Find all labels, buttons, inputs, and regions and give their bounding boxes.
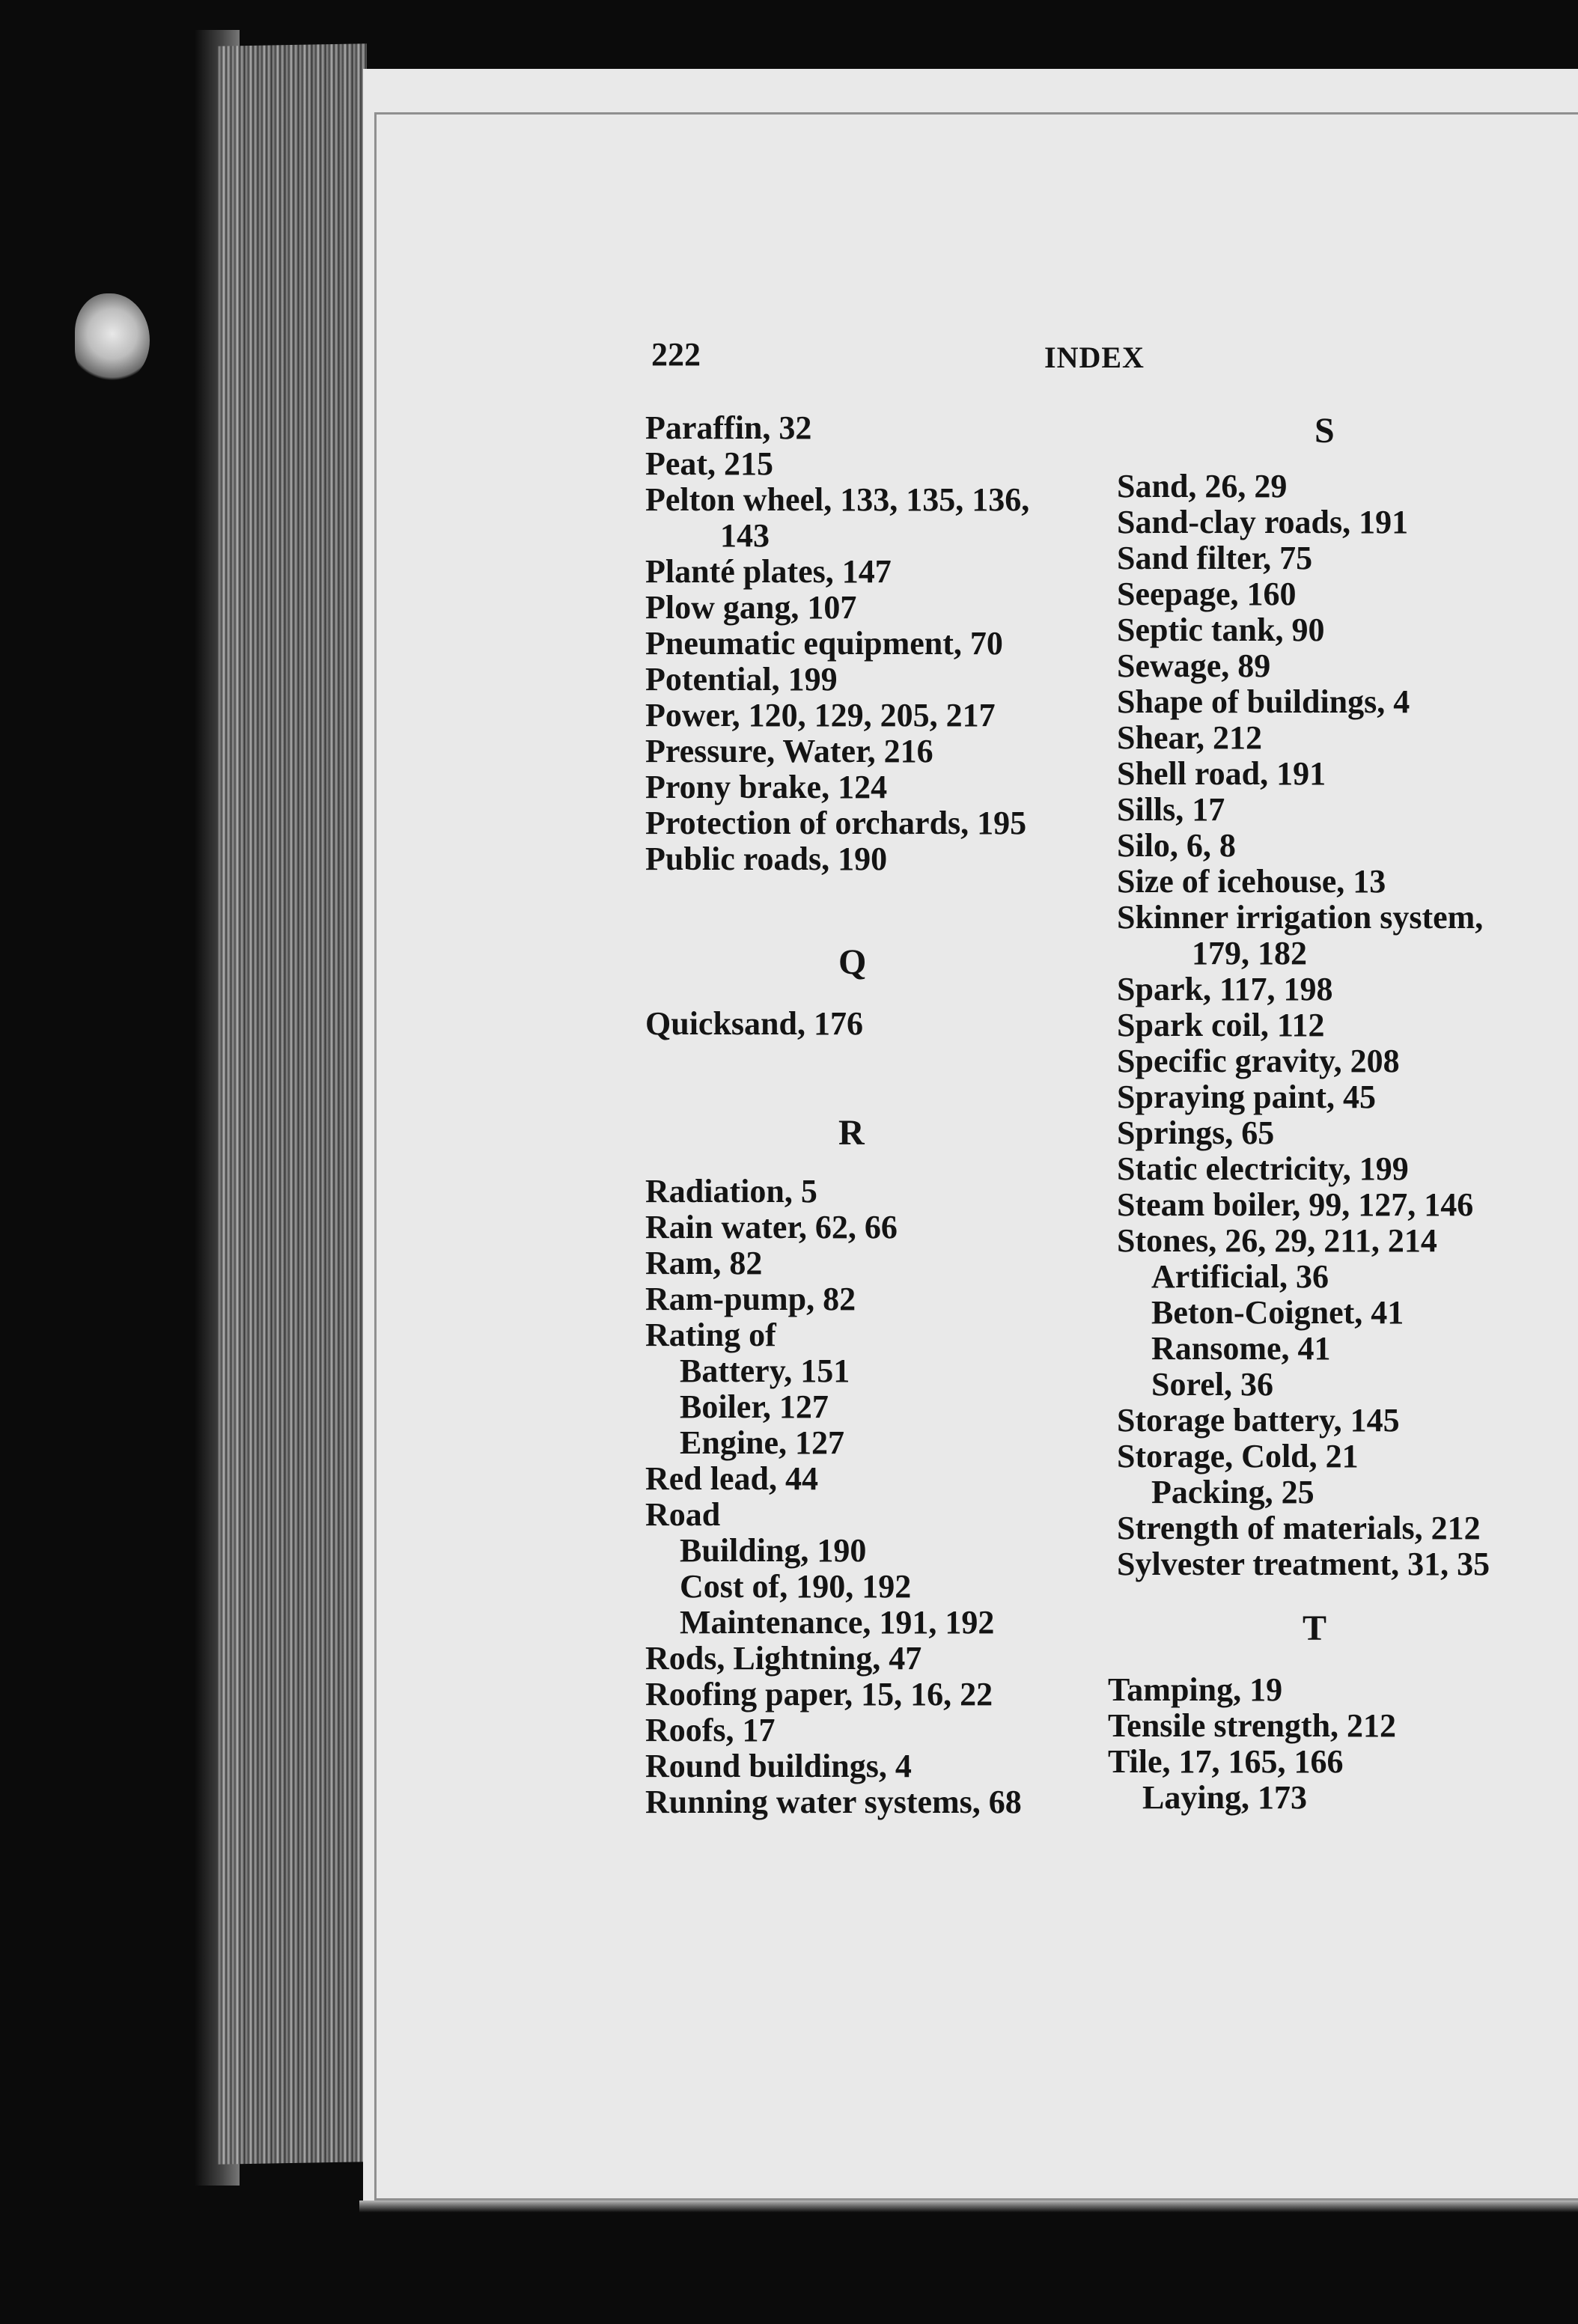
index-subentry: Sorel, 36 <box>1151 1366 1273 1403</box>
index-entry: Sylvester treatment, 31, 35 <box>1117 1546 1490 1582</box>
index-entry: Paraffin, 32 <box>645 409 812 446</box>
index-entry: Springs, 65 <box>1117 1114 1275 1151</box>
index-entry: Rods, Lightning, 47 <box>645 1640 922 1677</box>
scan-smudge-mark <box>75 293 150 383</box>
index-entry: Pressure, Water, 216 <box>645 733 933 769</box>
index-entry: Prony brake, 124 <box>645 769 888 805</box>
index-subentry: Boiler, 127 <box>680 1388 829 1425</box>
index-entry: Static electricity, 199 <box>1117 1150 1409 1187</box>
page-number: 222 <box>651 336 701 373</box>
index-entry: Spark coil, 112 <box>1117 1007 1325 1043</box>
index-entry: Radiation, 5 <box>645 1173 817 1210</box>
index-entry: Tamping, 19 <box>1108 1671 1283 1708</box>
index-subentry: Maintenance, 191, 192 <box>680 1604 995 1641</box>
index-entry: Sand, 26, 29 <box>1117 468 1288 504</box>
index-subentry: Battery, 151 <box>680 1352 850 1389</box>
index-entry: Rating of <box>645 1317 776 1353</box>
index-subentry: Ransome, 41 <box>1151 1330 1331 1367</box>
index-entry: Tile, 17, 165, 166 <box>1108 1743 1344 1780</box>
section-letter-s: S <box>1315 411 1335 451</box>
index-entry: Sills, 17 <box>1117 791 1225 828</box>
index-entry: Silo, 6, 8 <box>1117 827 1236 864</box>
index-entry: Roofing paper, 15, 16, 22 <box>645 1676 993 1712</box>
index-subentry: Engine, 127 <box>680 1424 845 1461</box>
index-entry: Spraying paint, 45 <box>1117 1079 1376 1115</box>
index-subentry: Packing, 25 <box>1151 1474 1315 1510</box>
index-entry: Plow gang, 107 <box>645 589 857 626</box>
index-entry: Septic tank, 90 <box>1117 612 1325 648</box>
index-entry: Storage battery, 145 <box>1117 1402 1400 1439</box>
index-entry: Road <box>645 1496 721 1533</box>
index-entry: Storage, Cold, 21 <box>1117 1438 1359 1474</box>
index-entry: Running water systems, 68 <box>645 1784 1022 1820</box>
index-subentry: Building, 190 <box>680 1532 867 1569</box>
index-left-column <box>645 410 1094 877</box>
index-entry-continuation: 179, 182 <box>1192 935 1307 972</box>
index-entry: Shape of buildings, 4 <box>1117 683 1410 720</box>
index-entry: Stones, 26, 29, 211, 214 <box>1117 1222 1437 1259</box>
index-entry: Roofs, 17 <box>645 1712 776 1748</box>
index-entry: Shell road, 191 <box>1117 755 1326 792</box>
index-subentry: Beton-Coignet, 41 <box>1151 1294 1404 1331</box>
index-entry: Planté plates, 147 <box>645 553 892 590</box>
index-s-section <box>1117 469 1490 1582</box>
index-entry: Ram, 82 <box>645 1245 763 1281</box>
index-entry: Sewage, 89 <box>1117 647 1271 684</box>
index-r-section <box>645 1174 1022 1820</box>
index-entry: Quicksand, 176 <box>645 1005 863 1042</box>
index-entry: Skinner irrigation system, <box>1117 899 1484 936</box>
index-entry: Seepage, 160 <box>1117 576 1297 612</box>
index-subentry: Cost of, 190, 192 <box>680 1568 912 1605</box>
index-subentry: Artificial, 36 <box>1151 1258 1329 1295</box>
index-entry: Steam boiler, 99, 127, 146 <box>1117 1186 1474 1223</box>
index-entry: Shear, 212 <box>1117 719 1262 756</box>
index-entry: Size of icehouse, 13 <box>1117 863 1386 900</box>
index-entry: Pneumatic equipment, 70 <box>645 625 1003 662</box>
book-page-edges <box>217 43 367 2164</box>
index-entry: Ram-pump, 82 <box>645 1281 856 1317</box>
index-entry: Sand filter, 75 <box>1117 540 1313 576</box>
index-entry: Public roads, 190 <box>645 841 888 877</box>
section-letter-t: T <box>1303 1608 1327 1648</box>
index-entry: Protection of orchards, 195 <box>645 805 1027 841</box>
index-entry: Spark, 117, 198 <box>1117 971 1333 1007</box>
running-head: INDEX <box>1044 341 1145 374</box>
index-entry: Potential, 199 <box>645 661 838 698</box>
index-entry: Power, 120, 129, 205, 217 <box>645 697 996 734</box>
index-entry: Pelton wheel, 133, 135, 136, <box>645 481 1030 518</box>
index-entry: Rain water, 62, 66 <box>645 1209 898 1245</box>
index-entry: Tensile strength, 212 <box>1108 1707 1397 1744</box>
index-subentry: Laying, 173 <box>1142 1779 1308 1816</box>
index-entry: Red lead, 44 <box>645 1460 818 1497</box>
index-entry: Round buildings, 4 <box>645 1748 912 1784</box>
section-letter-r: R <box>838 1113 865 1153</box>
index-entry: Specific gravity, 208 <box>1117 1043 1400 1079</box>
index-t-section <box>1108 1672 1396 1816</box>
index-entry: Peat, 215 <box>645 445 774 482</box>
index-entry: Sand-clay roads, 191 <box>1117 504 1409 540</box>
index-entry: Strength of materials, 212 <box>1117 1510 1481 1546</box>
index-entry-continuation: 143 <box>720 517 770 554</box>
section-letter-q: Q <box>838 942 867 982</box>
index-q-section <box>645 1006 863 1042</box>
page-bottom-shadow <box>359 2201 1578 2212</box>
